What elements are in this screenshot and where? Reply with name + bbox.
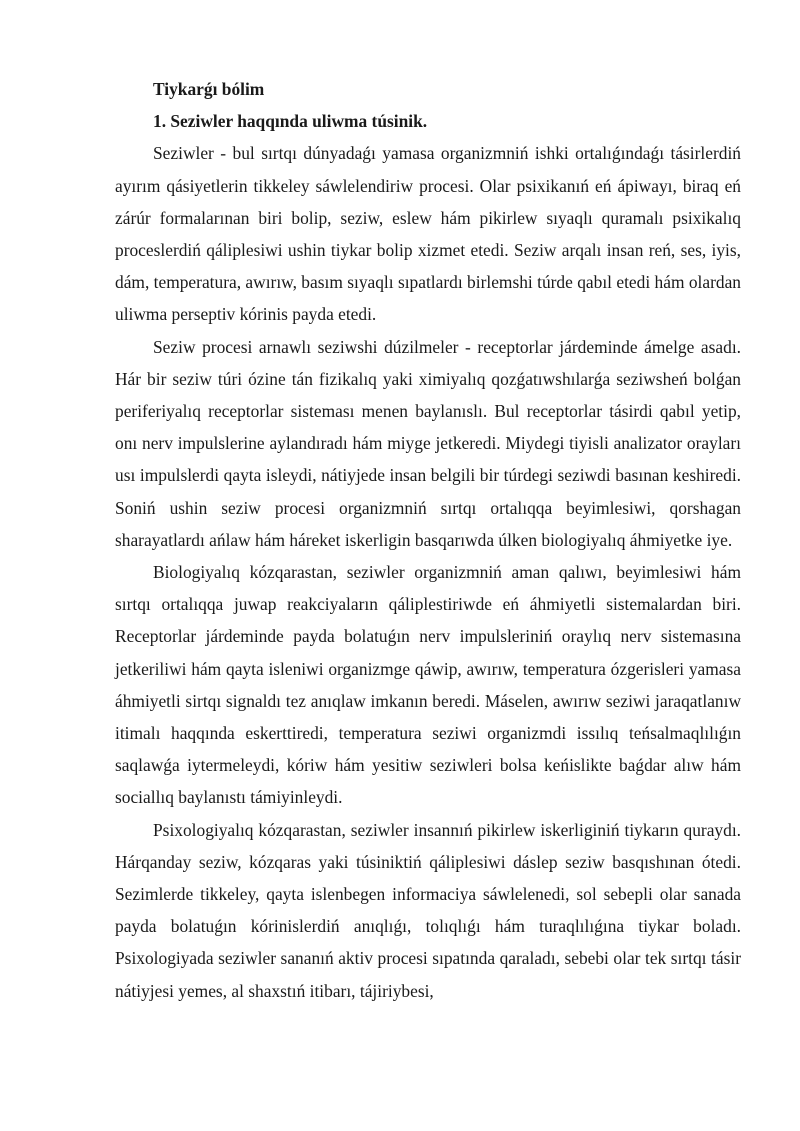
paragraph-1: Seziwler - bul sırtqı dúnyadaǵı yamasa organizmniń ishki ortalıǵındaǵı tásirlerdiń ayırım qásiyetlerin tikkeley sáwlelendiriw procesi. Olar psixikanıń eń ápiwayı, biraq eń zárúr formalarınan biri bolip, seziw, eslew hám pikirlew sıyaqlı quramalı psixikalıq proceslerdiń qáliplesiwi ushin tiykar bolip xizmet etedi. Seziw arqalı insan reń, ses, iyis, dám, temperatura, awırıw, basım sıyaqlı sıpatlardı birlemshi túrde qabıl etedi hám olardan uliwma perseptiv kórinis payda etedi.: [115, 143, 741, 325]
section-title: Tiykarǵı bólim: [153, 79, 265, 99]
paragraph-2: Seziw procesi arnawlı seziwshi dúzilmeler - receptorlar járdeminde ámelge asadı. Hár bir seziw túri ózine tán fizikalıq yaki ximiyalıq qozǵatıwshılarǵa seziwsheń bolǵan periferiyalıq receptorlar sisteması menen baylanıslı. Bul receptorlar tásirdi qabıl yetip, onı nerv impulslerine aylandıradı hám miyge jetkeredi. Miydegi tiyisli analizator orayları usı impulslerdi qayta isleydi, nátiyjede insan belgili bir túrdegi seziwdi basınan keshiredi. Soniń ushin seziw procesi organizmniń sırtqı ortalıqqa beyimlesiwi, qorshagan sharayatlardı ańlaw hám háreket iskerligin basqarıwda úlken biologiyalıq áhmiyetke iye.: [115, 336, 741, 550]
subsection-title: 1. Seziwler haqqında uliwma túsinik.: [153, 111, 428, 132]
paragraph-3: Biologiyalıq kózqarastan, seziwler organizmniń aman qalıwı, beyimlesiwi hám sırtqı ortalıqqa juwap reakciyaların qáliplestiriwde eń áhmiyetli sistemalardan biri. Receptorlar járdeminde payda bolatuǵın nerv impulsleriniń oraylıq nerv sistemasına jetkeriliwi hám qayta isleniwi organizmge qáwip, awırıw, temperatura ózgerisleri yamasa áhmiyetli sirtqı signaldı tez anıqlaw imkanın beredi. Máselen, awırıw seziwi jaraqatlanıw itimalı haqqında eskerttiredi, temperatura seziwi organizmdi issılıq teńsalmaqlılıǵın saqlawǵa iytermeleydi, kóriw hám yesitiw seziwleri bolsa keńislikte baǵdar alıw hám sociallıq baylanıstı támiyinleydi.: [115, 562, 741, 808]
paragraph-4: Psixologiyalıq kózqarastan, seziwler insannıń pikirlew iskerliginiń tiykarın quraydı. Hárqanday seziw, kózqaras yaki túsiniktiń qáliplesiwi dáslep seziw basqıshınan ótedi. Sezimlerde tikkeley, qayta islenbegen informaciya sáwlelenedi, sol sebepli olar sanada payda bolatuǵın kórinislerdiń anıqlıǵı, tolıqlıǵı hám turaqlılıǵına tiykar boladı. Psixologiyada seziwler sananıń aktiv procesi sıpatında qaraladı, sebebi olar tek sırtqı tásir nátiyjesi yemes, al shaxstıń itibarı, tájiriybesi,: [115, 819, 741, 1001]
document-page: [115, 73, 741, 1007]
